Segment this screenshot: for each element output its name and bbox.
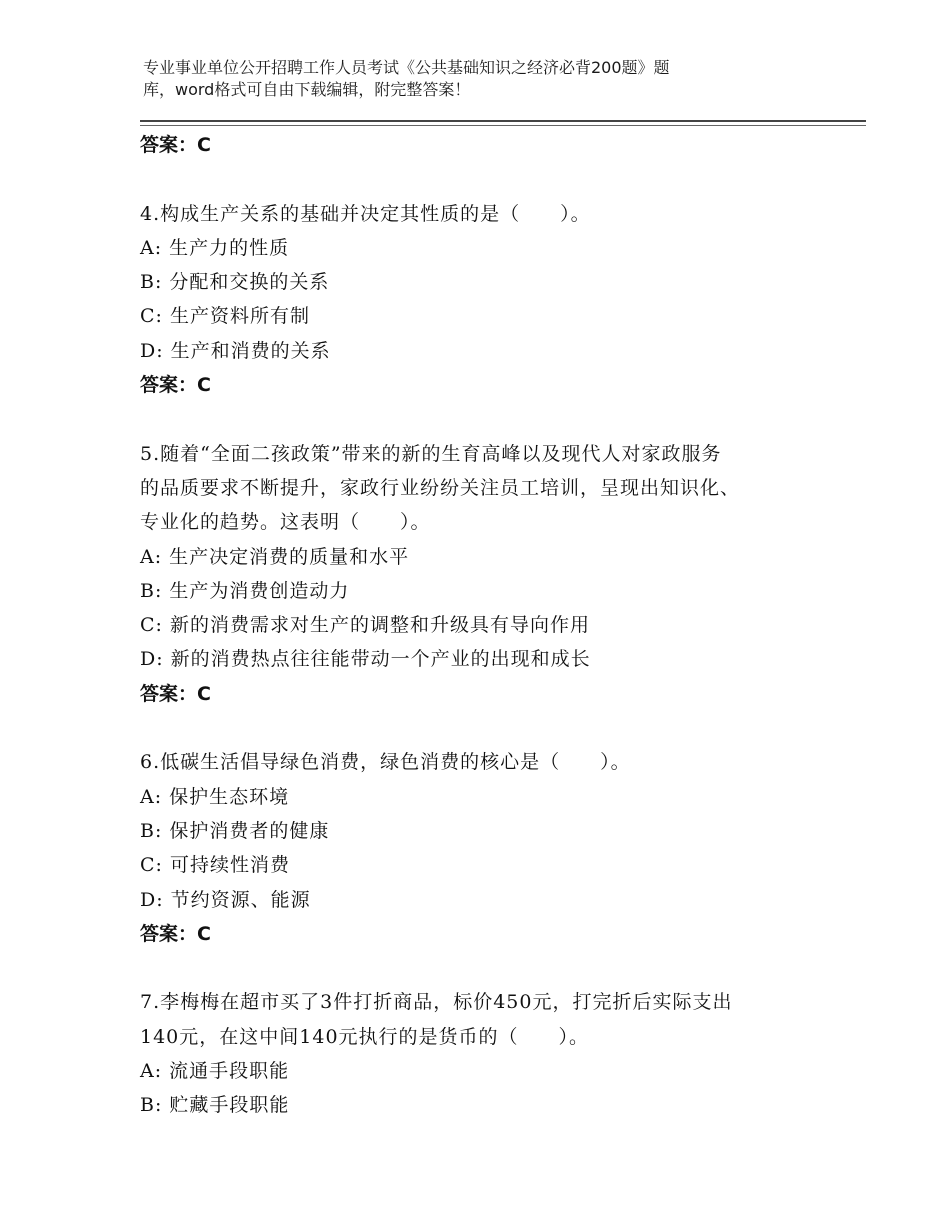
question-stem: 4.构成生产关系的基础并决定其性质的是（ ）。 bbox=[140, 202, 591, 225]
question-stem: 140元，在这中间140元执行的是货币的（ ）。 bbox=[140, 1025, 590, 1048]
option-a: A: 生产力的性质 bbox=[140, 236, 290, 259]
option-d: D: 新的消费热点往往能带动一个产业的出现和成长 bbox=[140, 648, 591, 671]
spacer bbox=[140, 711, 830, 745]
spacer bbox=[140, 162, 830, 196]
document-header bbox=[143, 57, 783, 101]
answer-line: 答案：C bbox=[140, 922, 211, 945]
header-title-line-1: 专业事业单位公开招聘工作人员考试《公共基础知识之经济必背200题》题 bbox=[143, 58, 670, 77]
option-c: C: 新的消费需求对生产的调整和升级具有导向作用 bbox=[140, 614, 590, 637]
option-b: B: 贮藏手段职能 bbox=[140, 1094, 290, 1117]
question-item bbox=[140, 197, 830, 403]
question-stem: 专业化的趋势。这表明（ ）。 bbox=[140, 511, 431, 534]
option-a: A: 生产决定消费的质量和水平 bbox=[140, 545, 410, 568]
header-divider-thin bbox=[140, 125, 866, 126]
question-stem: 的品质要求不断提升，家政行业纷纷关注员工培训，呈现出知识化、 bbox=[140, 476, 741, 499]
option-b: B: 保护消费者的健康 bbox=[140, 819, 330, 842]
option-a: A: 流通手段职能 bbox=[140, 1060, 290, 1083]
question-stem: 5.随着“全面二孩政策”带来的新的生育高峰以及现代人对家政服务 bbox=[140, 442, 722, 465]
option-d: D: 生产和消费的关系 bbox=[140, 339, 331, 362]
header-title-line-2: 库，word格式可自由下载编辑，附完整答案！ bbox=[143, 80, 471, 99]
spacer bbox=[140, 951, 830, 985]
answer-line: 答案：C bbox=[140, 134, 211, 156]
question-stem: 6.低碳生活倡导绿色消费，绿色消费的核心是（ ）。 bbox=[140, 751, 631, 774]
question-item bbox=[140, 745, 830, 951]
option-c: C: 生产资料所有制 bbox=[140, 305, 310, 328]
option-b: B: 生产为消费创造动力 bbox=[140, 579, 350, 602]
option-d: D: 节约资源、能源 bbox=[140, 888, 311, 911]
question-item bbox=[140, 437, 830, 711]
option-a: A: 保护生态环境 bbox=[140, 785, 290, 808]
question-stem: 7.李梅梅在超市买了3件打折商品，标价450元，打完折后实际支出 bbox=[140, 991, 733, 1014]
question-item bbox=[140, 985, 830, 1122]
header-divider-thick bbox=[140, 120, 866, 122]
spacer bbox=[140, 402, 830, 436]
answer-line: 答案：C bbox=[140, 682, 211, 705]
option-c: C: 可持续性消费 bbox=[140, 854, 290, 877]
answer-line: 答案：C bbox=[140, 374, 211, 397]
question-list bbox=[140, 128, 830, 1123]
option-b: B: 分配和交换的关系 bbox=[140, 271, 330, 294]
